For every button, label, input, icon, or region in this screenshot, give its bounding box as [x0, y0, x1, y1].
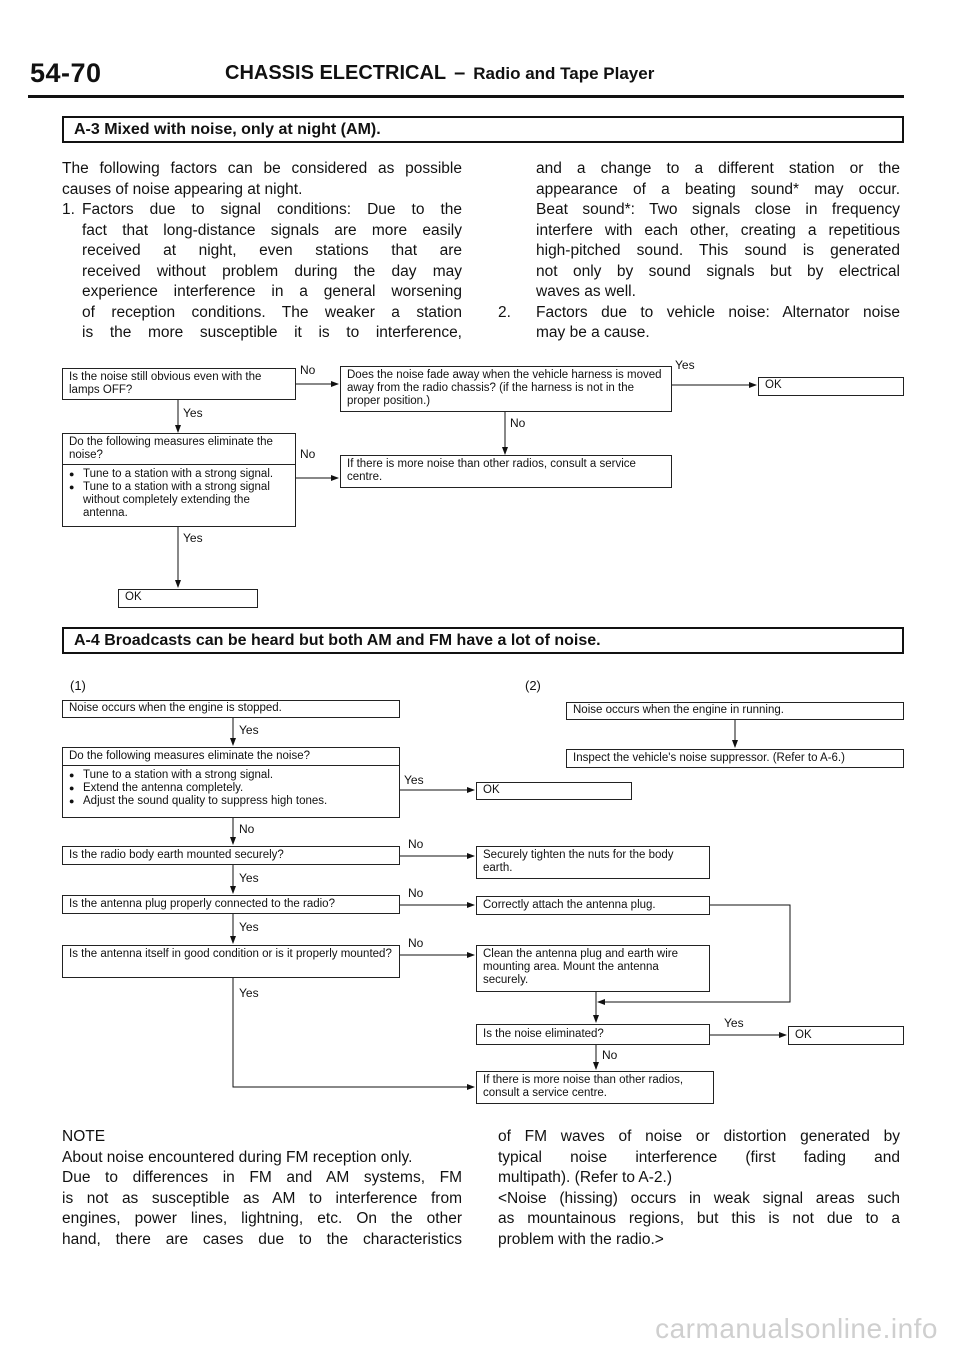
a4-measures-item: ● Tune to a station with a strong signal. [69, 769, 393, 782]
title-dash: – [454, 62, 466, 84]
a4-engine-stopped: Noise occurs when the engine is stopped. [62, 700, 400, 718]
a3-measures-list [69, 468, 289, 520]
a3-item-2-number: 2. [498, 303, 511, 321]
a3-harness-question: Does the noise fade away when the vehicle harness is moved away from the radio chassis? (if the harness is not in the proper position.) [340, 366, 672, 412]
a3-item-1-number: 1. [62, 201, 75, 218]
a4-engine-running: Noise occurs when the engine in running. [566, 702, 904, 720]
a4-antenna-action: Clean the antenna plug and earth wire mounting area. Mount the antenna securely. [476, 945, 710, 992]
note-line: as mountainous regions, but this is not due to a [498, 1210, 900, 1227]
a4-eliminated-question: Is the noise eliminated? [476, 1024, 710, 1045]
a4-ok-result-1: OK [476, 782, 632, 800]
a3-item-1-line: is the more susceptible it is to interference, [82, 324, 462, 341]
a3-intro-line: The following factors can be considered as possible [62, 160, 462, 177]
a4-label-yes: Yes [724, 1016, 744, 1030]
a3-label-no: No [300, 447, 316, 461]
a4-measures-list [69, 769, 393, 808]
a3-label-yes: Yes [183, 531, 203, 545]
a3-item-1-line: received without problem during the day may [82, 262, 462, 280]
note-title: NOTE [62, 1128, 106, 1145]
a4-label-no: No [408, 837, 424, 851]
a4-service-centre-result: If there is more noise than other radios, consult a service centre. [476, 1071, 714, 1104]
a4-label-no: No [602, 1048, 618, 1062]
a3-item-1-cont-line: interfere with each other, creating a repetitious [536, 221, 900, 239]
a3-item-1-line: received at night, even stations that are [82, 242, 462, 259]
a3-item-1 [62, 200, 462, 344]
a3-measures-question [62, 433, 296, 527]
chapter-subtitle: Radio and Tape Player [473, 64, 655, 83]
a3-measures-title: Do the following measures eliminate the noise? [69, 436, 273, 461]
a4-antenna-question: Is the antenna itself in good condition or is it properly mounted? [62, 945, 400, 978]
a3-item-1-cont-line: appearance of a beating sound* may occur. [536, 180, 900, 198]
a3-left-column [62, 159, 462, 344]
a3-ok-result-right: OK [758, 377, 904, 396]
a3-label-no: No [510, 416, 526, 430]
a4-label-no: No [239, 822, 255, 836]
box-divider [63, 765, 399, 766]
a3-item-2-line: Factors due to vehicle noise: Alternator noise [536, 303, 900, 321]
a4-column-1-caption: (1) [70, 678, 86, 693]
chapter-title-main: CHASSIS ELECTRICAL [225, 62, 447, 84]
a4-measures-item: ● Adjust the sound quality to suppress high tones. [69, 795, 393, 808]
a4-plug-action: Correctly attach the antenna plug. [476, 896, 710, 915]
a4-measures-question [62, 747, 400, 818]
a4-measures-title: Do the following measures eliminate the noise? [69, 750, 310, 762]
note-line: engines, power lines, lightning, etc. On the other [62, 1210, 462, 1227]
a4-label-yes: Yes [239, 920, 259, 934]
a3-label-yes: Yes [183, 406, 203, 420]
a3-lamps-off-question: Is the noise still obvious even with the lamps OFF? [62, 368, 296, 400]
a4-label-no: No [408, 936, 424, 950]
a4-earth-action: Securely tighten the nuts for the body earth. [476, 846, 710, 879]
a4-label-yes: Yes [239, 986, 259, 1000]
note-line: problem with the radio.> [498, 1230, 664, 1248]
a3-item-1-cont-line: Beat sound*: Two signals close in frequency [536, 201, 900, 218]
a3-item-1-cont-line: waves as well. [536, 283, 636, 300]
a3-measures-item: ● Tune to a station with a strong signal. [69, 468, 289, 481]
a3-ok-result-bottom: OK [118, 589, 258, 608]
a3-item-1-line: of reception conditions. The weaker a station [82, 303, 462, 321]
watermark: carmanualsonline.info [655, 1313, 938, 1344]
a4-suppressor-action: Inspect the vehicle's noise suppressor. (Refer to A-6.) [566, 749, 904, 768]
a3-item-1-line: experience interference in a general worsening [82, 283, 462, 300]
note-line: About noise encountered during FM reception only. [62, 1148, 413, 1166]
a3-item-1-cont-line: not only by sound signals but by electrical [536, 262, 900, 280]
a4-measures-item: ● Extend the antenna completely. [69, 782, 393, 795]
a4-column-2-caption: (2) [525, 678, 541, 693]
a3-heading: A-3 Mixed with noise, only at night (AM). [62, 116, 904, 143]
a4-label-yes: Yes [239, 723, 259, 737]
header-rule [28, 95, 904, 98]
a3-measures-item: ● Tune to a station with a strong signal without completely extending the antenna. [69, 481, 289, 520]
a3-label-yes: Yes [675, 358, 695, 372]
note-line: Due to differences in FM and AM systems, FM [62, 1169, 462, 1186]
note-line: hand, there are cases due to the characteristics [62, 1230, 462, 1248]
a3-right-column [498, 159, 900, 344]
note-line: of FM waves of noise or distortion generated by [498, 1128, 900, 1145]
a4-label-yes: Yes [404, 773, 424, 787]
a4-heading: A-4 Broadcasts can be heard but both AM and FM have a lot of noise. [62, 627, 904, 654]
a4-ok-result-2: OK [788, 1026, 904, 1045]
a4-earth-question: Is the radio body earth mounted securely? [62, 846, 400, 865]
a3-item-1-cont-line: high-pitched sound. This sound is generated [536, 242, 900, 259]
note-line: multipath). (Refer to A-2.) [498, 1169, 673, 1186]
box-divider [63, 464, 295, 465]
a3-intro-line: causes of noise appearing at night. [62, 180, 303, 198]
note-line: is not as susceptible as AM to interference from [62, 1189, 462, 1207]
a3-label-no: No [300, 363, 316, 377]
a4-plug-question: Is the antenna plug properly connected to the radio? [62, 895, 400, 914]
a3-item-2 [498, 303, 900, 344]
a3-item-1-line: Factors due to signal conditions: Due to the [82, 201, 462, 218]
a3-item-1-cont-line: and a change to a different station or the [536, 160, 900, 177]
note-line: typical noise interference (first fading and [498, 1148, 900, 1166]
a3-service-centre-result: If there is more noise than other radios, consult a service centre. [340, 455, 672, 488]
note-line: <Noise (hissing) occurs in weak signal areas such [498, 1189, 900, 1207]
note-right-column [498, 1127, 900, 1250]
a3-item-2-line: may be a cause. [536, 324, 650, 341]
a3-item-1-line: fact that long-distance signals are more easily [82, 221, 462, 239]
page-number: 54-70 [30, 58, 102, 88]
chapter-title [225, 62, 654, 85]
a4-label-yes: Yes [239, 871, 259, 885]
a4-label-no: No [408, 886, 424, 900]
note-left-column [62, 1127, 462, 1250]
